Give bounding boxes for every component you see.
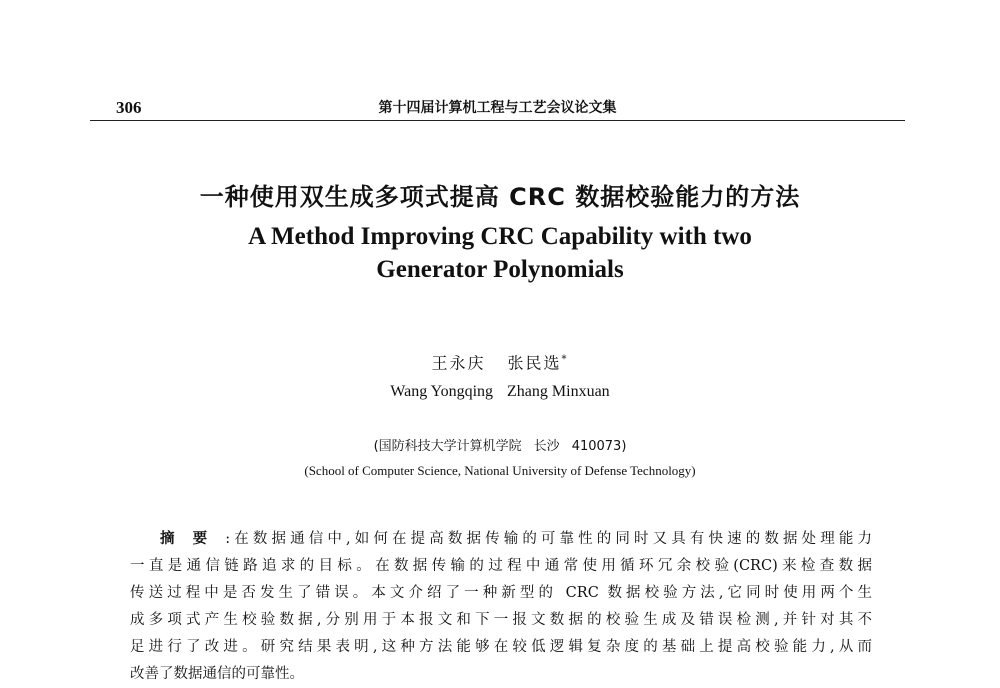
author-1-english: Wang Yongqing — [390, 383, 494, 401]
abstract-line: 成多项式产生校验数据,分别用于本报文和下一报文数据的校验生成及错误检测,并针对其不 — [130, 612, 872, 628]
running-title: 第十四届计算机工程与工艺会议论文集 — [378, 100, 617, 116]
title-english-line-1: A Method Improving CRC Capability with two — [248, 223, 752, 250]
affiliation-city: 长沙 — [533, 439, 560, 454]
affiliation-chinese — [60, 436, 940, 458]
affiliation-postcode: 410073) — [571, 439, 627, 454]
abstract-line-text: 在数据通信中,如何在提高数据传输的可靠性的同时又具有快速的数据处理能力 — [230, 531, 872, 547]
abstract-line: 改善了数据通信的可靠性。 — [130, 666, 304, 682]
authors-english — [60, 379, 940, 405]
abstract — [130, 526, 872, 688]
title-block — [60, 180, 940, 286]
title-english-line-2: Generator Polynomials — [376, 256, 624, 283]
abstract-line: 一直是通信链路追求的目标。在数据传输的过程中通常使用循环冗余校验(CRC)来检查数据 — [130, 558, 872, 574]
corresponding-mark: * — [561, 354, 569, 365]
author-2-english: Zhang Minxuan — [507, 383, 610, 401]
authors-chinese — [60, 348, 940, 375]
header-rule — [90, 120, 905, 121]
abstract-line: 足进行了改进。研究结果表明,这种方法能够在较低逻辑复杂度的基础上提高校验能力,从而 — [130, 639, 872, 655]
affiliation-english: (School of Computer Science, National University of Defense Technology) — [304, 463, 696, 478]
page-header — [90, 92, 905, 122]
affiliation-block — [60, 436, 940, 482]
author-1-chinese: 王永庆 — [431, 353, 486, 373]
page-number: 306 — [116, 98, 142, 117]
abstract-colon: : — [225, 531, 231, 547]
abstract-label: 摘要 — [160, 531, 226, 547]
abstract-line: 传送过程中是否发生了错误。本文介绍了一种新型的 CRC 数据校验方法,它同时使用两个生 — [130, 585, 872, 601]
author-2-chinese: 张民选 — [507, 353, 562, 373]
title-english — [60, 220, 940, 286]
affiliation-name: (国防科技大学计算机学院 — [373, 439, 522, 454]
authors-block — [60, 348, 940, 405]
abstract-line — [130, 526, 872, 553]
title-chinese: 一种使用双生成多项式提高 CRC 数据校验能力的方法 — [199, 183, 801, 211]
